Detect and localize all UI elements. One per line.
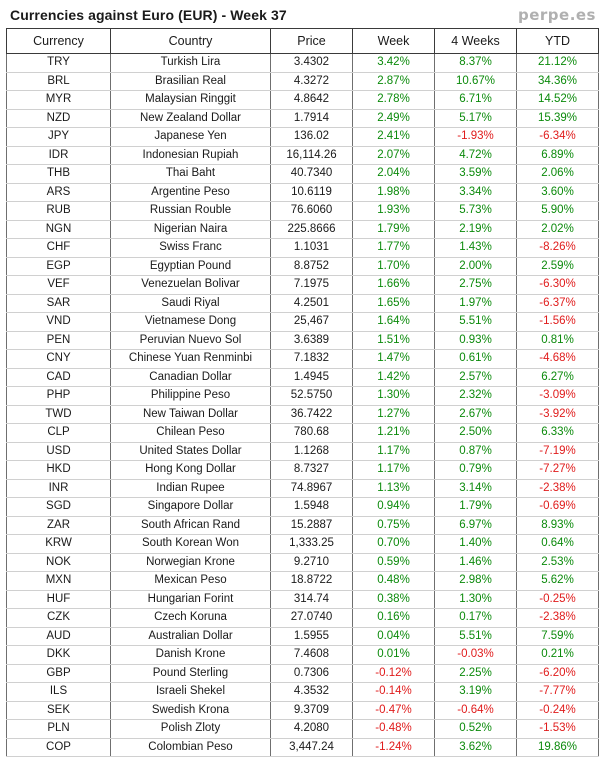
cell-currency: MYR	[7, 91, 111, 110]
cell-currency: PLN	[7, 720, 111, 739]
table-row[interactable]	[7, 553, 599, 572]
table-row[interactable]	[7, 220, 599, 239]
cell-week: 2.78%	[353, 91, 435, 110]
cell-country: Danish Krone	[111, 646, 271, 665]
cell-currency: AUD	[7, 627, 111, 646]
cell-price: 9.2710	[271, 553, 353, 572]
cell-four_weeks: -1.93%	[435, 128, 517, 147]
cell-price: 1.7914	[271, 109, 353, 128]
cell-currency: RUB	[7, 202, 111, 221]
cell-ytd: 21.12%	[517, 54, 599, 73]
cell-country: Swiss Franc	[111, 239, 271, 258]
cell-ytd: -1.53%	[517, 720, 599, 739]
cell-price: 4.8642	[271, 91, 353, 110]
cell-four_weeks: 1.43%	[435, 239, 517, 258]
cell-currency: SEK	[7, 701, 111, 720]
cell-week: 1.17%	[353, 461, 435, 480]
cell-country: Japanese Yen	[111, 128, 271, 147]
cell-currency: VND	[7, 313, 111, 332]
cell-price: 74.8967	[271, 479, 353, 498]
cell-week: 1.77%	[353, 239, 435, 258]
brand-logo: perpe.es	[517, 6, 596, 24]
column-header-currency[interactable]: Currency	[7, 29, 111, 54]
cell-currency: ZAR	[7, 516, 111, 535]
cell-week: 1.21%	[353, 424, 435, 443]
column-header-ytd[interactable]: YTD	[517, 29, 599, 54]
column-header-4weeks[interactable]: 4 Weeks	[435, 29, 517, 54]
cell-country: Singapore Dollar	[111, 498, 271, 517]
cell-four_weeks: 6.71%	[435, 91, 517, 110]
cell-currency: SAR	[7, 294, 111, 313]
cell-week: 2.87%	[353, 72, 435, 91]
cell-week: 0.94%	[353, 498, 435, 517]
cell-week: -1.24%	[353, 738, 435, 757]
cell-ytd: 19.86%	[517, 738, 599, 757]
cell-ytd: -7.27%	[517, 461, 599, 480]
cell-country: Hong Kong Dollar	[111, 461, 271, 480]
cell-four_weeks: 1.40%	[435, 535, 517, 554]
cell-price: 40.7340	[271, 165, 353, 184]
cell-four_weeks: 6.97%	[435, 516, 517, 535]
cell-country: Australian Dollar	[111, 627, 271, 646]
cell-country: Thai Baht	[111, 165, 271, 184]
cell-currency: TRY	[7, 54, 111, 73]
cell-week: 1.51%	[353, 331, 435, 350]
cell-four_weeks: 8.37%	[435, 54, 517, 73]
cell-price: 1.1268	[271, 442, 353, 461]
cell-four_weeks: 0.61%	[435, 350, 517, 369]
cell-ytd: 2.02%	[517, 220, 599, 239]
table-row[interactable]	[7, 54, 599, 73]
cell-country: Malaysian Ringgit	[111, 91, 271, 110]
cell-week: 0.01%	[353, 646, 435, 665]
cell-country: Argentine Peso	[111, 183, 271, 202]
table-row[interactable]	[7, 461, 599, 480]
table-row[interactable]	[7, 590, 599, 609]
table-row[interactable]	[7, 146, 599, 165]
cell-ytd: -4.68%	[517, 350, 599, 369]
cell-week: 1.93%	[353, 202, 435, 221]
cell-country: United States Dollar	[111, 442, 271, 461]
cell-ytd: -7.19%	[517, 442, 599, 461]
cell-country: Nigerian Naira	[111, 220, 271, 239]
cell-currency: GBP	[7, 664, 111, 683]
cell-price: 3,447.24	[271, 738, 353, 757]
cell-price: 4.3532	[271, 683, 353, 702]
cell-currency: CLP	[7, 424, 111, 443]
cell-four_weeks: 2.75%	[435, 276, 517, 295]
cell-four_weeks: 3.19%	[435, 683, 517, 702]
cell-ytd: 34.36%	[517, 72, 599, 91]
table-row[interactable]	[7, 424, 599, 443]
cell-country: Colombian Peso	[111, 738, 271, 757]
table-row[interactable]	[7, 738, 599, 757]
cell-four_weeks: 2.98%	[435, 572, 517, 591]
cell-ytd: -2.38%	[517, 609, 599, 628]
table-row[interactable]	[7, 313, 599, 332]
cell-currency: TWD	[7, 405, 111, 424]
cell-four_weeks: 2.67%	[435, 405, 517, 424]
cell-country: Hungarian Forint	[111, 590, 271, 609]
cell-ytd: 2.59%	[517, 257, 599, 276]
cell-week: 1.66%	[353, 276, 435, 295]
cell-ytd: -6.37%	[517, 294, 599, 313]
cell-week: 2.49%	[353, 109, 435, 128]
cell-currency: NOK	[7, 553, 111, 572]
cell-four_weeks: 2.00%	[435, 257, 517, 276]
cell-week: -0.12%	[353, 664, 435, 683]
cell-currency: THB	[7, 165, 111, 184]
cell-week: 2.04%	[353, 165, 435, 184]
cell-price: 1,333.25	[271, 535, 353, 554]
cell-week: 1.98%	[353, 183, 435, 202]
cell-currency: PHP	[7, 387, 111, 406]
cell-country: Chinese Yuan Renminbi	[111, 350, 271, 369]
cell-ytd: -1.56%	[517, 313, 599, 332]
cell-currency: VEF	[7, 276, 111, 295]
cell-week: 1.30%	[353, 387, 435, 406]
cell-country: Czech Koruna	[111, 609, 271, 628]
cell-four_weeks: 10.67%	[435, 72, 517, 91]
table-row[interactable]	[7, 572, 599, 591]
cell-week: 1.13%	[353, 479, 435, 498]
page-title: Currencies against Euro (EUR) - Week 37	[10, 7, 287, 23]
cell-price: 314.74	[271, 590, 353, 609]
table-row[interactable]	[7, 479, 599, 498]
cell-ytd: 15.39%	[517, 109, 599, 128]
cell-four_weeks: 3.62%	[435, 738, 517, 757]
cell-four_weeks: 2.57%	[435, 368, 517, 387]
cell-four_weeks: 1.46%	[435, 553, 517, 572]
cell-week: 0.75%	[353, 516, 435, 535]
cell-ytd: -0.25%	[517, 590, 599, 609]
page-header	[6, 4, 598, 26]
cell-price: 27.0740	[271, 609, 353, 628]
cell-currency: ILS	[7, 683, 111, 702]
cell-ytd: 5.90%	[517, 202, 599, 221]
cell-price: 0.7306	[271, 664, 353, 683]
cell-four_weeks: 0.52%	[435, 720, 517, 739]
table-row[interactable]	[7, 294, 599, 313]
cell-price: 225.8666	[271, 220, 353, 239]
cell-country: New Zealand Dollar	[111, 109, 271, 128]
cell-price: 780.68	[271, 424, 353, 443]
cell-week: 1.27%	[353, 405, 435, 424]
table-row[interactable]	[7, 387, 599, 406]
cell-country: Chilean Peso	[111, 424, 271, 443]
cell-price: 36.7422	[271, 405, 353, 424]
cell-country: Indonesian Rupiah	[111, 146, 271, 165]
cell-currency: USD	[7, 442, 111, 461]
cell-country: Canadian Dollar	[111, 368, 271, 387]
cell-four_weeks: 0.17%	[435, 609, 517, 628]
cell-currency: DKK	[7, 646, 111, 665]
table-row[interactable]	[7, 239, 599, 258]
cell-week: -0.14%	[353, 683, 435, 702]
table-row[interactable]	[7, 331, 599, 350]
cell-price: 8.7327	[271, 461, 353, 480]
cell-ytd: 5.62%	[517, 572, 599, 591]
cell-four_weeks: 5.73%	[435, 202, 517, 221]
table-row[interactable]	[7, 646, 599, 665]
table-row[interactable]	[7, 128, 599, 147]
table-header-row	[7, 29, 599, 54]
cell-ytd: -6.20%	[517, 664, 599, 683]
cell-ytd: 6.27%	[517, 368, 599, 387]
cell-ytd: -8.26%	[517, 239, 599, 258]
cell-week: 0.48%	[353, 572, 435, 591]
cell-country: Pound Sterling	[111, 664, 271, 683]
cell-four_weeks: 5.17%	[435, 109, 517, 128]
cell-currency: SGD	[7, 498, 111, 517]
cell-currency: NGN	[7, 220, 111, 239]
cell-ytd: -2.38%	[517, 479, 599, 498]
cell-four_weeks: 0.87%	[435, 442, 517, 461]
cell-four_weeks: 4.72%	[435, 146, 517, 165]
cell-country: Venezuelan Bolivar	[111, 276, 271, 295]
cell-ytd: -6.34%	[517, 128, 599, 147]
cell-currency: CZK	[7, 609, 111, 628]
cell-currency: EGP	[7, 257, 111, 276]
cell-week: 1.17%	[353, 442, 435, 461]
table-row[interactable]	[7, 720, 599, 739]
cell-country: Peruvian Nuevo Sol	[111, 331, 271, 350]
cell-four_weeks: 2.32%	[435, 387, 517, 406]
cell-country: Israeli Shekel	[111, 683, 271, 702]
cell-week: 1.70%	[353, 257, 435, 276]
table-row[interactable]	[7, 516, 599, 535]
cell-ytd: 6.33%	[517, 424, 599, 443]
cell-price: 3.4302	[271, 54, 353, 73]
cell-price: 4.2080	[271, 720, 353, 739]
table-row[interactable]	[7, 405, 599, 424]
cell-week: 3.42%	[353, 54, 435, 73]
cell-price: 15.2887	[271, 516, 353, 535]
cell-price: 7.4608	[271, 646, 353, 665]
cell-four_weeks: -0.64%	[435, 701, 517, 720]
cell-country: Vietnamese Dong	[111, 313, 271, 332]
cell-week: -0.47%	[353, 701, 435, 720]
cell-currency: IDR	[7, 146, 111, 165]
cell-price: 1.4945	[271, 368, 353, 387]
cell-country: New Taiwan Dollar	[111, 405, 271, 424]
cell-currency: PEN	[7, 331, 111, 350]
table-row[interactable]	[7, 535, 599, 554]
cell-country: Indian Rupee	[111, 479, 271, 498]
cell-four_weeks: 5.51%	[435, 627, 517, 646]
table-row[interactable]	[7, 627, 599, 646]
cell-ytd: -3.92%	[517, 405, 599, 424]
table-row[interactable]	[7, 368, 599, 387]
cell-price: 7.1832	[271, 350, 353, 369]
cell-week: 1.79%	[353, 220, 435, 239]
table-row[interactable]	[7, 498, 599, 517]
cell-price: 52.5750	[271, 387, 353, 406]
currency-table	[6, 28, 599, 757]
cell-price: 1.1031	[271, 239, 353, 258]
table-row[interactable]	[7, 701, 599, 720]
cell-price: 8.8752	[271, 257, 353, 276]
table-row[interactable]	[7, 276, 599, 295]
cell-week: 2.41%	[353, 128, 435, 147]
cell-four_weeks: 5.51%	[435, 313, 517, 332]
cell-price: 4.3272	[271, 72, 353, 91]
cell-price: 10.6119	[271, 183, 353, 202]
table-row[interactable]	[7, 609, 599, 628]
cell-price: 9.3709	[271, 701, 353, 720]
column-header-price[interactable]: Price	[271, 29, 353, 54]
cell-four_weeks: 2.50%	[435, 424, 517, 443]
cell-four_weeks: -0.03%	[435, 646, 517, 665]
cell-ytd: -0.69%	[517, 498, 599, 517]
cell-ytd: 14.52%	[517, 91, 599, 110]
column-header-week[interactable]: Week	[353, 29, 435, 54]
table-row[interactable]	[7, 91, 599, 110]
column-header-country[interactable]: Country	[111, 29, 271, 54]
cell-week: 1.47%	[353, 350, 435, 369]
cell-ytd: 0.64%	[517, 535, 599, 554]
cell-week: 0.16%	[353, 609, 435, 628]
cell-four_weeks: 1.79%	[435, 498, 517, 517]
cell-country: Turkish Lira	[111, 54, 271, 73]
cell-week: 0.38%	[353, 590, 435, 609]
cell-four_weeks: 0.93%	[435, 331, 517, 350]
table-row[interactable]	[7, 72, 599, 91]
cell-currency: HUF	[7, 590, 111, 609]
cell-country: Polish Zloty	[111, 720, 271, 739]
cell-ytd: 7.59%	[517, 627, 599, 646]
cell-ytd: 0.21%	[517, 646, 599, 665]
table-row[interactable]	[7, 442, 599, 461]
cell-country: Philippine Peso	[111, 387, 271, 406]
cell-price: 4.2501	[271, 294, 353, 313]
cell-price: 3.6389	[271, 331, 353, 350]
cell-four_weeks: 1.97%	[435, 294, 517, 313]
cell-country: Russian Rouble	[111, 202, 271, 221]
cell-ytd: 6.89%	[517, 146, 599, 165]
cell-week: 0.59%	[353, 553, 435, 572]
cell-ytd: -3.09%	[517, 387, 599, 406]
cell-country: Mexican Peso	[111, 572, 271, 591]
table-row[interactable]	[7, 109, 599, 128]
cell-currency: CNY	[7, 350, 111, 369]
cell-week: 1.42%	[353, 368, 435, 387]
cell-country: Norwegian Krone	[111, 553, 271, 572]
table-row[interactable]	[7, 683, 599, 702]
cell-price: 1.5948	[271, 498, 353, 517]
cell-price: 18.8722	[271, 572, 353, 591]
cell-currency: ARS	[7, 183, 111, 202]
cell-price: 25,467	[271, 313, 353, 332]
cell-currency: INR	[7, 479, 111, 498]
cell-four_weeks: 1.30%	[435, 590, 517, 609]
cell-week: 0.04%	[353, 627, 435, 646]
cell-currency: HKD	[7, 461, 111, 480]
table-row[interactable]	[7, 202, 599, 221]
cell-country: Egyptian Pound	[111, 257, 271, 276]
cell-four_weeks: 3.34%	[435, 183, 517, 202]
cell-four_weeks: 2.25%	[435, 664, 517, 683]
cell-country: South Korean Won	[111, 535, 271, 554]
table-body	[7, 54, 599, 757]
cell-price: 1.5955	[271, 627, 353, 646]
cell-ytd: 3.60%	[517, 183, 599, 202]
cell-country: Saudi Riyal	[111, 294, 271, 313]
cell-country: Brasilian Real	[111, 72, 271, 91]
cell-ytd: -0.24%	[517, 701, 599, 720]
table-row[interactable]	[7, 664, 599, 683]
cell-ytd: 8.93%	[517, 516, 599, 535]
cell-four_weeks: 2.19%	[435, 220, 517, 239]
table-header	[7, 29, 599, 54]
table-row[interactable]	[7, 165, 599, 184]
cell-country: South African Rand	[111, 516, 271, 535]
cell-week: 1.65%	[353, 294, 435, 313]
cell-four_weeks: 3.14%	[435, 479, 517, 498]
cell-week: 0.70%	[353, 535, 435, 554]
cell-country: Swedish Krona	[111, 701, 271, 720]
cell-currency: BRL	[7, 72, 111, 91]
table-row[interactable]	[7, 183, 599, 202]
table-row[interactable]	[7, 350, 599, 369]
cell-ytd: 2.06%	[517, 165, 599, 184]
cell-currency: NZD	[7, 109, 111, 128]
cell-week: 1.64%	[353, 313, 435, 332]
cell-price: 136.02	[271, 128, 353, 147]
cell-week: -0.48%	[353, 720, 435, 739]
cell-price: 16,114.26	[271, 146, 353, 165]
cell-price: 76.6060	[271, 202, 353, 221]
cell-ytd: -7.77%	[517, 683, 599, 702]
cell-price: 7.1975	[271, 276, 353, 295]
cell-ytd: 2.53%	[517, 553, 599, 572]
cell-four_weeks: 0.79%	[435, 461, 517, 480]
cell-currency: JPY	[7, 128, 111, 147]
cell-currency: KRW	[7, 535, 111, 554]
cell-currency: COP	[7, 738, 111, 757]
cell-ytd: -6.30%	[517, 276, 599, 295]
cell-ytd: 0.81%	[517, 331, 599, 350]
cell-currency: MXN	[7, 572, 111, 591]
table-row[interactable]	[7, 257, 599, 276]
cell-currency: CHF	[7, 239, 111, 258]
cell-week: 2.07%	[353, 146, 435, 165]
cell-currency: CAD	[7, 368, 111, 387]
cell-four_weeks: 3.59%	[435, 165, 517, 184]
